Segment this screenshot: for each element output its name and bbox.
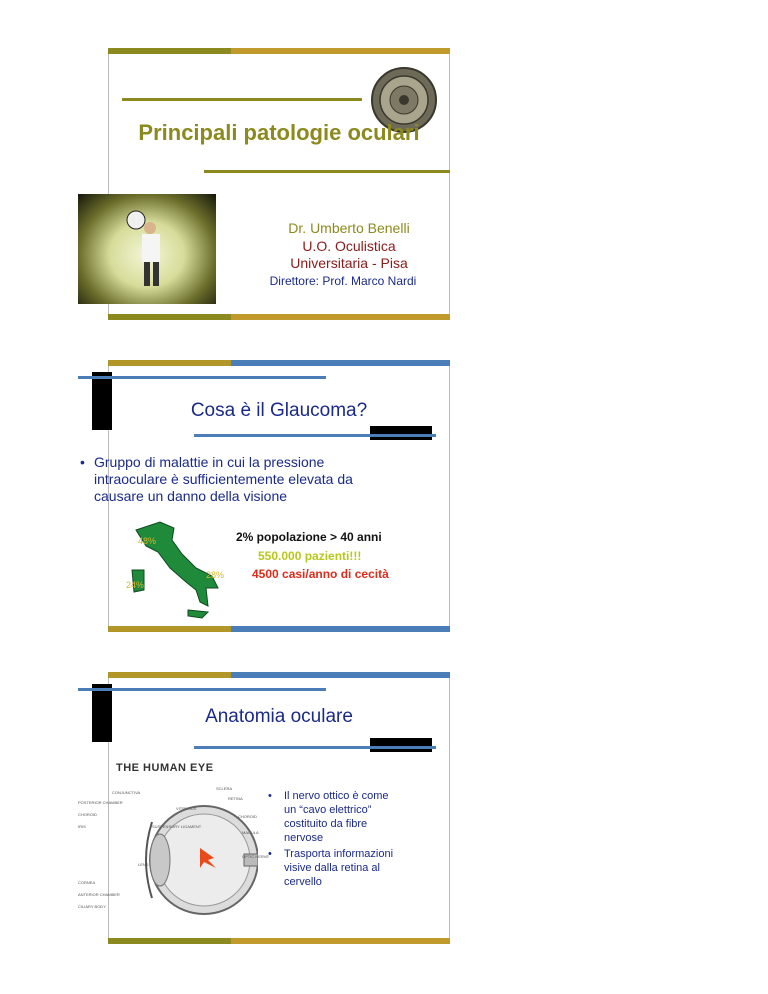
bullet-2-line-3: cervello	[284, 876, 322, 888]
slide-1	[108, 48, 450, 320]
author-name: Dr. Umberto Benelli	[288, 220, 410, 236]
map-label-south: 28%	[206, 570, 225, 580]
map-label-islands: 24%	[126, 580, 145, 590]
bullet-2-line-2: visive dalla retina al	[284, 862, 380, 874]
bullet-dot-1: •	[268, 790, 272, 802]
italy-map-icon	[126, 516, 230, 620]
bullet-1-line-2: un “cavo elettrico”	[284, 804, 372, 816]
unit-line-1: U.O. Oculistica	[302, 238, 396, 254]
bullet-line-3: causare un danno della visione	[94, 488, 288, 504]
title-rule-bottom	[204, 170, 450, 173]
bullet-line-2: intraoculare è sufficientemente elevata da	[94, 471, 353, 487]
header-rule-top	[78, 688, 326, 691]
bullet-dot: •	[80, 454, 85, 470]
slide-3-title: Anatomia oculare	[205, 706, 353, 727]
slide-1-bottom-stripe	[108, 314, 450, 320]
header-rule-top	[78, 376, 326, 379]
label-choroid-left: CHOROID	[78, 812, 97, 817]
label-macula: MACULA	[242, 830, 259, 835]
label-vitreous: VITREOUS	[176, 806, 197, 811]
bullet-1-line-3: costituito da fibre	[284, 818, 368, 830]
slide-1-title: Principali patologie oculari	[138, 120, 420, 145]
slide-2-bottom-stripe	[108, 626, 450, 632]
label-ciliary-body: CILIARY BODY	[78, 904, 106, 909]
bullet-line-1: Gruppo di malattie in cui la pressione	[94, 454, 325, 470]
label-conjunctiva: CONJUNCTIVA	[112, 790, 141, 795]
header-rule-bottom	[194, 746, 436, 749]
unit-line-2: Universitaria - Pisa	[290, 255, 408, 271]
label-retina: RETINA	[228, 796, 243, 801]
header-rule-bottom	[194, 434, 436, 437]
slide-3	[78, 672, 450, 944]
slide-3-bottom-stripe	[108, 938, 450, 944]
label-suspensory-ligament: SUSPENSORY LIGAMENT	[152, 824, 202, 829]
label-iris: IRIS	[78, 824, 86, 829]
label-lens: LENS	[138, 862, 149, 867]
bullet-dot-2: •	[268, 848, 272, 860]
stat-population: 2% popolazione > 40 anni	[236, 530, 382, 544]
bullet-1-line-4: nervose	[284, 832, 324, 844]
slide-2	[80, 360, 450, 632]
bullet-2-line-1: Trasporta informazioni	[284, 848, 394, 860]
bullet-1-line-1: Il nervo ottico è come	[284, 790, 389, 802]
label-choroid-right: CHOROID	[238, 814, 257, 819]
label-optic-nerve: OPTIC NERVE	[242, 854, 270, 859]
stat-patients: 550.000 pazienti!!!	[258, 549, 362, 563]
director-line: Direttore: Prof. Marco Nardi	[269, 274, 417, 288]
title-rule-top	[122, 98, 362, 101]
eye-diagram-title: THE HUMAN EYE	[116, 762, 214, 774]
child-with-ball-photo	[78, 194, 216, 304]
stat-blindness: 4500 casi/anno di cecità	[252, 567, 389, 581]
label-cornea: CORNEA	[78, 880, 96, 885]
slide-2-title: Cosa è il Glaucoma?	[190, 400, 368, 421]
label-sclera: SCLERA	[216, 786, 233, 791]
map-label-north: 48%	[138, 536, 157, 546]
header-black-block-right	[370, 738, 432, 752]
header-black-block-right	[370, 426, 432, 440]
label-posterior-chamber: POSTERIOR CHAMBER	[78, 800, 123, 805]
label-anterior-chamber: ANTERIOR CHAMBER	[78, 892, 120, 897]
